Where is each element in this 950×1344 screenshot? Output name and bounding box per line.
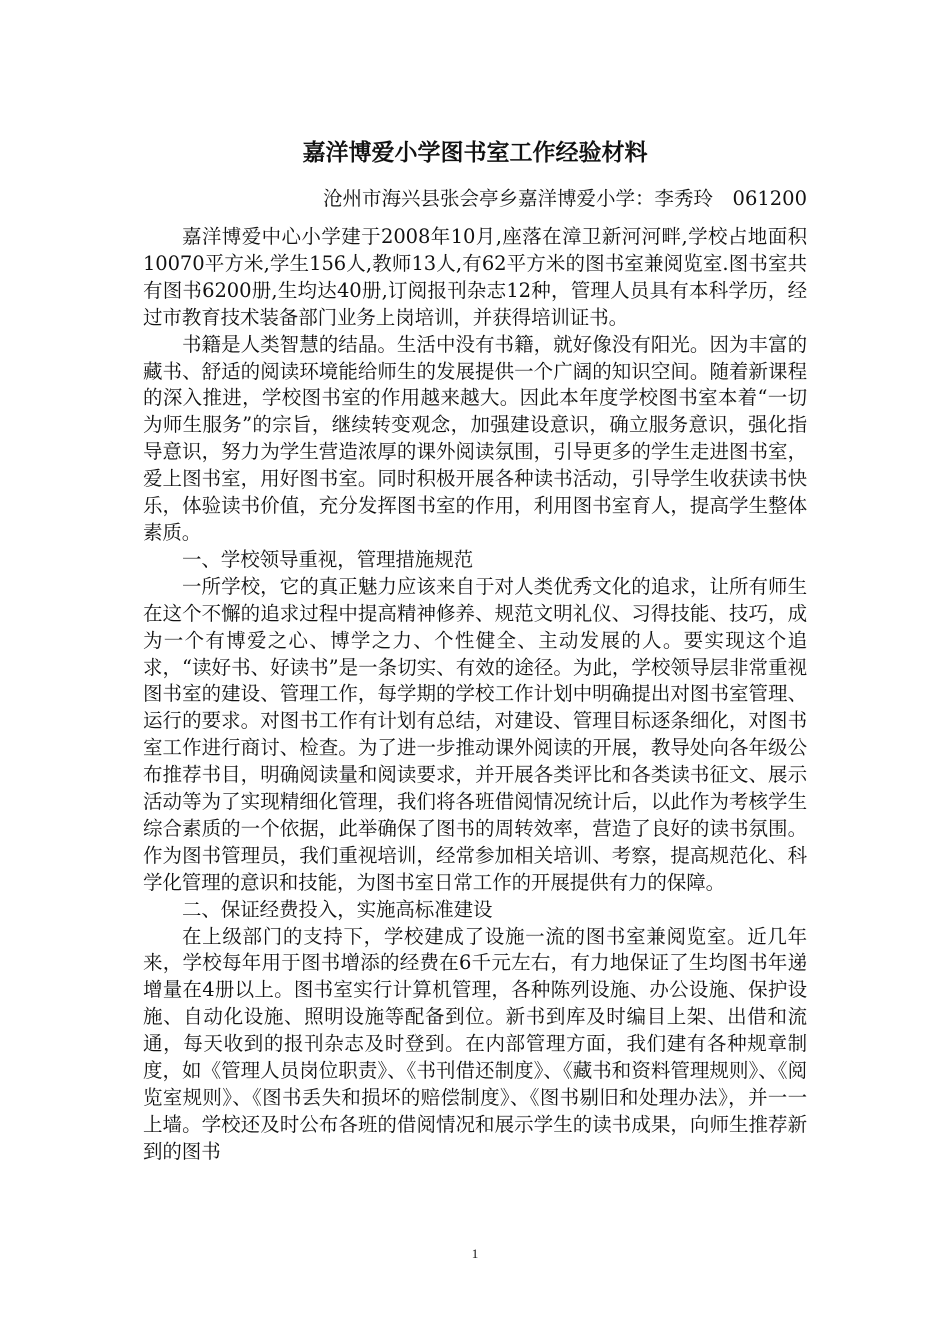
document-title: 嘉洋博爱小学图书室工作经验材料 — [302, 140, 648, 166]
section-heading-2: 二、保证经费投入，实施高标准建设 — [182, 897, 493, 921]
page-number: 1 — [471, 1246, 479, 1261]
section-heading-1: 一、学校领导重视，管理措施规范 — [182, 547, 474, 571]
paragraph-intro: 嘉洋博爱中心小学建于2008年10月,座落在漳卫新河河畔,学校占地面积10070平方米,学生156人,教师13人,有62平方米的图书室兼阅览室.图书室共有图书6200册,生均达40册,订阅报刊杂志12种，管理人员具有本科学历，经过市教育技术装备部门业务上岗培训，并获得培训证书。 — [143, 225, 807, 329]
paragraph-leadership: 一所学校，它的真正魅力应该来自于对人类优秀文化的追求，让所有师生在这个不懈的追求过程中提高精神修养、规范文明礼仪、习得技能、技巧，成为一个有博爱之心、博学之力、个性健全、主动发展的人。要实现这个追求，“读好书、好读书”是一条切实、有效的途径。为此，学校领导层非常重视图书室的建设、管理工作，每学期的学校工作计划中明确提出对图书室管理、运行的要求。对图书工作有计划有总结，对建设、管理目标逐条细化，对图书室工作进行商讨、检查。为了进一步推动课外阅读的开展，教导处向各年级公布推荐书目，明确阅读量和阅读要求，并开展各类评比和各类读书征文、展示活动等为了实现精细化管理，我们将各班借阅情况统计后，以此作为考核学生综合素质的一个依据，此举确保了图书的周转效率，营造了良好的读书氛围。作为图书管理员，我们重视培训，经常参加相关培训、考察，提高规范化、科学化管理的意识和技能，为图书室日常工作的开展提供有力的保障。 — [143, 574, 807, 894]
paragraph-books: 书籍是人类智慧的结晶。生活中没有书籍，就好像没有阳光。因为丰富的藏书、舒适的阅读环境能给师生的发展提供一个广阔的知识空间。随着新课程的深入推进，学校图书室的作用越来越大。因此本年度学校图书室本着“一切为师生服务”的宗旨，继续转变观念，加强建设意识，确立服务意识，强化指导意识，努力为学生营造浓厚的课外阅读氛围，引导更多的学生走进图书室，爱上图书室，用好图书室。同时积极开展各种读书活动，引导学生收获读书快乐，体验读书价值，充分发挥图书室的作用，利用图书室育人，提高学生整体素质。 — [143, 332, 807, 544]
paragraph-funding: 在上级部门的支持下，学校建成了设施一流的图书室兼阅览室。近几年来，学校每年用于图书增添的经费在6千元左右，有力地保证了生均图书年递增量在4册以上。图书室实行计算机管理，各种陈列设施、办公设施、保护设施、自动化设施、照明设施等配备到位。新书到库及时编目上架、出借和流通，每天收到的报刊杂志及时登到。在内部管理方面，我们建有各种规章制度，如《管理人员岗位职责》、《书刊借还制度》、《藏书和资料管理规则》、《阅览室规则》、《图书丢失和损坏的赔偿制度》、《图书剔旧和处理办法》，并一一上墙。学校还及时公布各班的借阅情况和展示学生的读书成果，向师生推荐新到的图书 — [143, 924, 807, 1163]
document-body — [143, 224, 807, 1166]
author-line: 沧州市海兴县张会亭乡嘉洋博爱小学：李秀玲 061200 — [323, 187, 807, 210]
